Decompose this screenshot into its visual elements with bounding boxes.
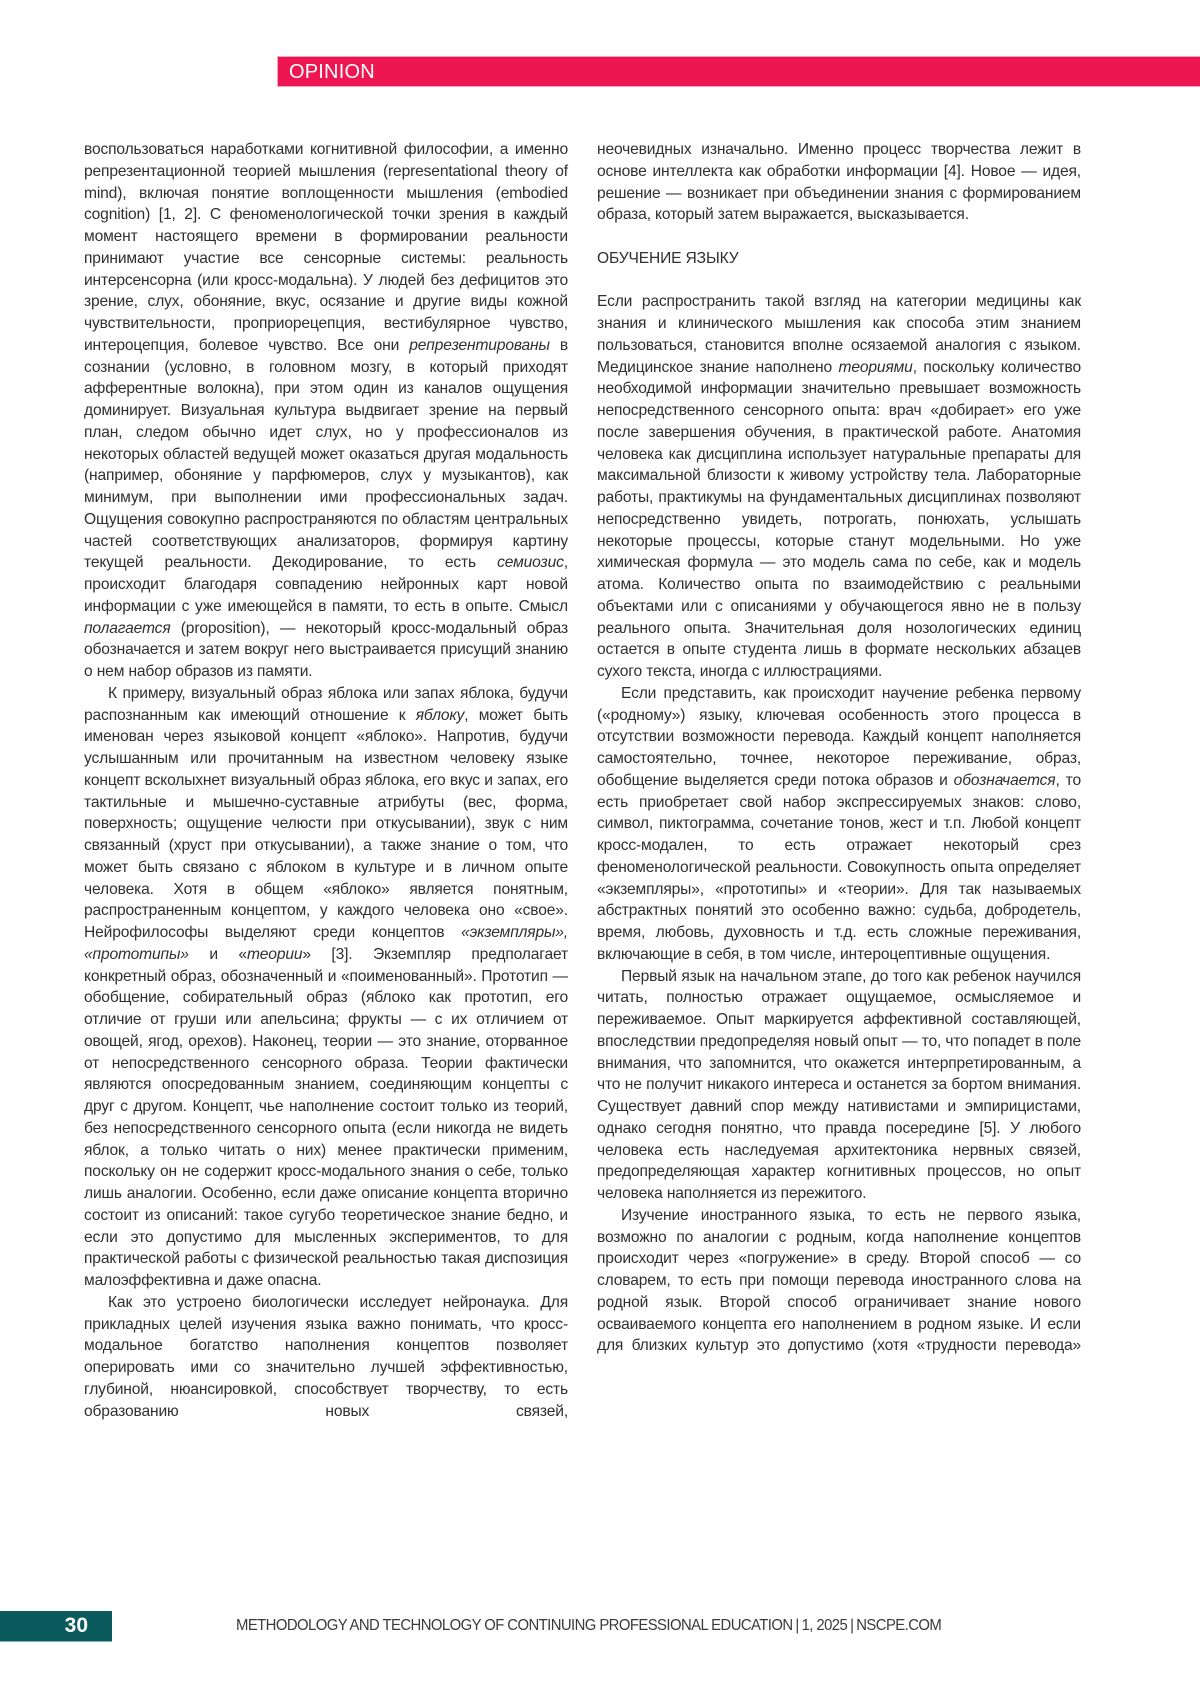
right-column [597,139,1081,1357]
paragraph [597,683,1081,966]
emphasized-text: «экземпляры», «прототипы» [84,924,568,963]
body-text: , может быть именован через языковой концепт «яблоко». Напротив, будучи услышанным или прочитанным на известном человеку языке концепт всколыхнет визуальный образ яблока, его вкус и запах, его тактильные и мышечно-суставные атрибуты (вес, форма, поверхность; ощущение челюсти при откусывании), звук с ним связанный (хруст при откусывании), а также знание о том, что может быть связано с яблоком в культуре и в личном опыте человека. Хотя в общем «яблоко» является понятным, распространенным концептом, у каждого человека оно «свое». Нейрофилософы выделяют среди концептов [84,706,568,941]
body-text: , происходит благодаря совпадению нейронных карт новой информации с уже имеющейся в памяти, то есть в опыте. Смысл [84,554,568,615]
body-text: в сознании (условно, в головном мозгу, в который приходят афферентные волокна), при этом один из каналов ощущения доминирует. Визуальная культура выдвигает зрение на первый план, следом обычно идет слух, но у профессионалов из некоторых областей ведущей может оказаться другая модальность (например, обоняние у парфюмеров, слух у музыкантов), как минимум, при выполнении ими профессиональных задач. Ощущения совокупно распространяются по областям центральных частей соответствующих анализаторов, формируя картину текущей реальности. Декодирование, то есть [84,336,568,572]
body-text: , поскольку количество необходимой информации значительно превышает возможность непосредственного сенсорного опыта: врач «добирает» его уже после завершения обучения, в практической работе. Анатомия человека как дисциплина использует натуральные препараты для максимальной близости к живому устройству тела. Лабораторные работы, практикумы на фундаментальных дисциплинах позволяют непосредственно увидеть, потрогать, понюхать, услышать некоторые процессы, которые станут модельными. Но уже химическая формула — это модель сама по себе, как и модель атома. Количество опыта по взаимодействию с реальными объектами или с описаниями у обучающегося явно не в пользу реального опыта. Значительная доля нозологических единиц остается в опыте студента лишь в формате нескольких абзацев сухого текста, иногда с иллюстрациями. [597,358,1081,680]
body-text: Если распространить такой взгляд на категории медицины как знания и клинического мышления как способа этим знанием пользоваться, становится вполне осязаемой аналогия с языком. Медицинское знание наполнено [597,293,1081,376]
paragraph [597,139,1081,226]
body-text: и « [188,945,247,963]
footer-citation [236,1615,1047,1637]
paragraph [597,966,1081,1205]
body-text: » [3]. Экземпляр предполагает конкретный образ, обозначенный и «поименованный». Прототип — обобщение, собирательный образ (яблоко как прототип, его отличие от груши или апельсина; фрукты — с их отличием от овощей, ягод, орехов). Наконец, теории — это знание, оторванное от непосредственного сенсорного образа. Теории фактически являются опосредованным знанием, соединяющим концепты с друг с другом. Концепт, чье наполнение состоит только из теорий, без непосредственного сенсорного опыта (если никогда не видеть яблок, а только читать о них) менее практически применим, поскольку он не содержит кросс-модального знания о себе, только лишь аналогии. Особенно, если даже описание концепта вторично состоит из описаний: такое сугубо теоретическое знание бедно, и если это допустимо для мысленных экспериментов, то для практической работы с физической реальностью такая диспозиция малоэффективна и даже опасна. [84,945,568,1289]
page-number: 30 [64,1614,88,1637]
body-text: воспользоваться наработками когнитивной философии, а именно репрезентационной теорией мышления (representational theory of mind), включая понятие воплощенности мышления (embodied cognition) [1, 2]. С феноменологической точки зрения в каждый момент настоящего времени в формировании реальности принимают участие все сенсорные системы: реальность интерсенсорна (или кросс-модальна). У людей без дефицитов это зрение, слух, обоняние, вкус, осязание и другие виды кожной чувствительности, проприорецепция, вестибулярное чувство, интероцепция, болевое чувство. Все они [84,141,568,354]
emphasized-text: обозначается [953,771,1056,789]
body-text: Изучение иностранного языка, то есть не первого языка, возможно по аналогии с родным, когда наполнение концептов происходит через «погружение» в среду. Второй способ — со словарем, то есть при помощи перевода иностранного слова на родной язык. Второй способ ограничивает знание нового осваиваемого концепта его наполнением в родном языке. И если для близких культур это допустимо (хотя «трудности перевода» [597,1206,1081,1355]
emphasized-text: яблоку [415,706,465,724]
emphasized-text: репрезентированы [409,336,550,354]
footer-separator: | [850,1617,854,1634]
footer-separator: | [795,1617,799,1634]
body-text: , то есть приобретает свой набор экспрессируемых знаков: слово, символ, пиктограмма, сочетание тонов, жест и т.п. Любой концепт кросс-модален, то есть отражает некоторый срез феноменологической реальности. Совокупность опыта определяет «экземпляры», «прототипы» и «теории». Для так называемых абстрактных понятий это особенно важно: судьба, добродетель, время, любовь, духовность и т.д. есть сложные переживания, включающие в себя, в том числе, интероцептивные ощущения. [597,771,1081,963]
body-text: неочевидных изначально. Именно процесс творчества лежит в основе интеллекта как обработки информации [4]. Новое — идея, решение — возникает при объединении знания с формированием образа, который затем выражается, высказывается. [597,141,1081,224]
section-heading: ОБУЧЕНИЕ ЯЗЫКУ [597,249,739,267]
journal-title: METHODOLOGY AND TECHNOLOGY OF CONTINUING PROFESSIONAL EDUCATION [236,1617,793,1634]
paragraph [84,1292,568,1423]
emphasized-text: полагается [84,619,171,637]
body-text: (proposition), — некоторый кросс-модальный образ обозначается и затем вокруг него выстраивается присущий знанию о нем набор образов из памяти. [84,619,568,680]
body-text: Первый язык на начальном этапе, до того как ребенок научился читать, полностью отражает ощущаемое, осмысляемое и переживаемое. Опыт маркируется аффективной составляющей, впоследствии предопределяя новый опыт — то, что попадет в поле внимания, что запомнится, что окажется интерпретированным, а что не получит никакого интереса и останется за бортом внимания. Существует давний спор между нативистами и эмпирицистами, однако сегодня понятно, что правда посередине [5]. У любого человека есть наследуемая архитектоника нервных связей, предопределяющая характер когнитивных процессов, но опыт человека наполняется из пережитого. [597,967,1081,1202]
paragraph [84,683,568,1292]
section-label: OPINION [289,61,375,83]
journal-issue: 1, 2025 [801,1617,848,1634]
body-text: Как это устроено биологически исследует нейронаука. Для прикладных целей изучения языка важно понимать, что кросс-модальное богатство наполнения концептов позволяет оперировать ими со значительно лучшей эффективностью, глубиной, нюансировкой, способствует творчеству, то есть образованию новых связей, [84,1293,568,1420]
emphasized-text: семиозис [497,554,564,572]
body-text: К примеру, визуальный образ яблока или запах яблока, будучи распознанным как имеющий отношение к [84,684,568,724]
left-column [84,139,568,1422]
journal-website[interactable]: NSCPE.COM [856,1617,942,1634]
page-number-box [0,1611,112,1642]
emphasized-text: теории [246,945,303,963]
paragraph [84,139,568,683]
emphasized-text: теориями [838,358,913,376]
section-header-bar [278,57,1200,86]
paragraph [597,1205,1081,1357]
paragraph [597,291,1081,683]
body-text: Если представить, как происходит научение ребенка первому («родному») языку, ключевая особенность этого процесса в отсутствии возможности перевода. Каждый концепт наполняется самостоятельно, точнее, некоторое переживание, образ, обобщение выделяется среди потока образов и [597,684,1081,789]
